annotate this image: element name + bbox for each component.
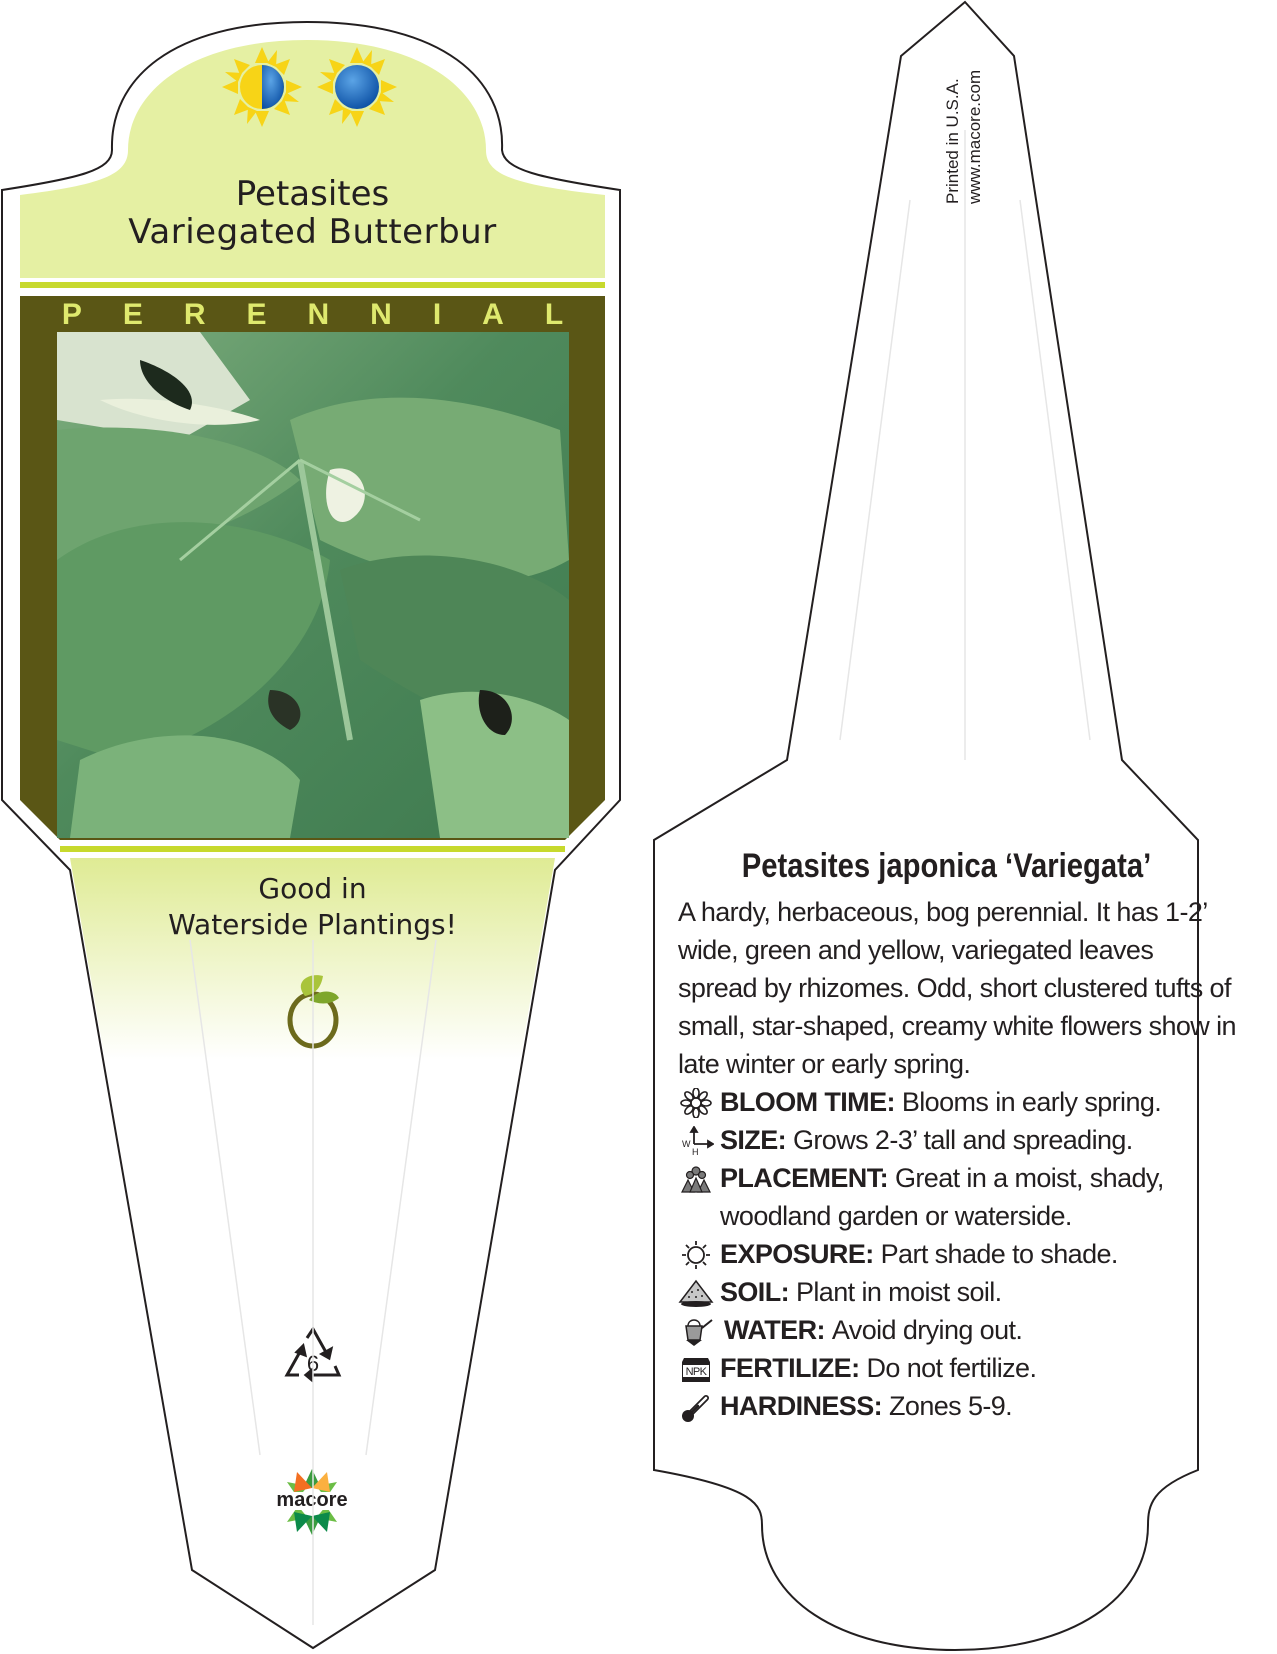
attribute-water — [678, 1311, 1238, 1349]
print-note — [942, 70, 986, 204]
attribute-fertilize — [678, 1349, 1238, 1387]
front-tag — [2, 22, 620, 1648]
attribute-bloom-time — [678, 1083, 1238, 1121]
size-label: SIZE: — [720, 1125, 787, 1155]
hardiness-label: HARDINESS: — [720, 1391, 883, 1421]
plant-photo — [57, 332, 569, 838]
attribute-hardiness — [678, 1387, 1238, 1425]
watering-can-icon — [678, 1316, 718, 1346]
attribute-exposure — [678, 1235, 1238, 1273]
category-label: PERENNIAL — [61, 298, 605, 331]
shade-icon — [317, 47, 397, 127]
svg-text:NPK: NPK — [685, 1366, 707, 1378]
soil-value: Plant in moist soil. — [796, 1277, 1002, 1307]
size-arrows-icon — [678, 1126, 714, 1156]
genus-name: Petasites — [235, 174, 390, 214]
water-label: WATER: — [724, 1315, 825, 1345]
bloom-time-value: Blooms in early spring. — [901, 1087, 1162, 1117]
exposure-value: Part shade to shade. — [880, 1239, 1118, 1269]
soil-label: SOIL: — [720, 1277, 789, 1307]
placement-value: Great in a moist, shady, woodland garden or waterside. — [720, 1163, 1164, 1231]
hardiness-value: Zones 5-9. — [889, 1391, 1013, 1421]
print-line-1: Printed in U.S.A. — [943, 78, 962, 204]
fertilize-label: FERTILIZE: — [720, 1353, 860, 1383]
back-body — [678, 893, 1238, 1425]
bloom-time-label: BLOOM TIME: — [720, 1087, 895, 1117]
flower-icon — [678, 1088, 714, 1118]
botanical-title: Petasites japonica ‘Variegata’ — [741, 847, 1152, 885]
size-value: Grows 2-3’ tall and spreading. — [793, 1125, 1133, 1155]
brand-logo-text: macore — [276, 1489, 348, 1511]
exposure-label: EXPOSURE: — [720, 1239, 874, 1269]
plant-description: A hardy, herbaceous, bog perennial. It has 1-2’ wide, green and yellow, variegated leaves spread by rhizomes. Odd, short clustered tufts of small, star-shaped, creamy white flowers show in late winter or early spring. — [678, 897, 1236, 1079]
front-bottom-stripe — [60, 846, 565, 852]
front-lime-stripe — [20, 282, 605, 288]
soil-icon — [678, 1278, 714, 1308]
svg-text:W: W — [682, 1139, 690, 1149]
placement-label: PLACEMENT: — [720, 1163, 888, 1193]
part-sun-icon — [222, 47, 302, 127]
sun-outline-icon — [678, 1240, 714, 1270]
placement-icon — [678, 1164, 714, 1194]
water-value: Avoid drying out. — [831, 1315, 1023, 1345]
print-line-2: www.macore.com — [965, 69, 984, 204]
fertilize-value: Do not fertilize. — [866, 1353, 1037, 1383]
common-name: Variegated Butterbur — [128, 212, 497, 252]
tagline-line-1: Good in — [258, 872, 367, 905]
npk-icon — [678, 1354, 714, 1384]
attribute-soil — [678, 1273, 1238, 1311]
thermometer-icon — [678, 1392, 714, 1422]
tagline-line-2: Waterside Plantings! — [168, 908, 457, 941]
recycle-number: 6 — [306, 1351, 320, 1376]
attribute-placement — [678, 1159, 1238, 1235]
attribute-size — [678, 1121, 1238, 1159]
svg-text:H: H — [692, 1147, 698, 1156]
